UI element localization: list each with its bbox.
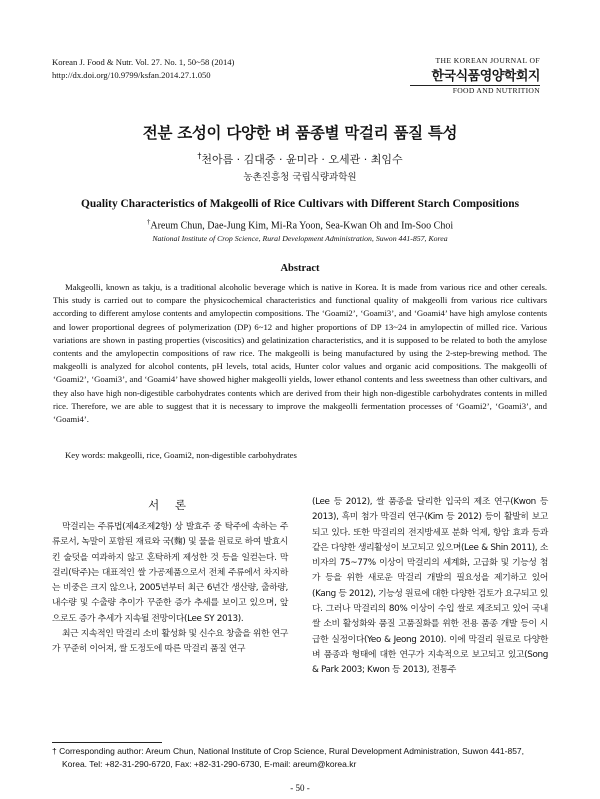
corresponding-mark-en: †	[146, 218, 151, 226]
footnote-line-2: Korea. Tel: +82-31-290-6720, Fax: +82-31-290-6730, E-mail: areum@korea.kr	[62, 759, 357, 769]
journal-logo	[410, 56, 540, 95]
abstract-heading: Abstract	[280, 263, 320, 274]
journal-name-line3: FOOD AND NUTRITION	[452, 86, 540, 95]
journal-citation: Korean J. Food & Nutr. Vol. 27. No. 1, 50~58 (2014)	[52, 57, 235, 67]
keywords: Key words: makgeolli, rice, Goami2, non-digestible carbohydrates	[65, 450, 297, 460]
corresponding-mark: †	[197, 151, 202, 161]
doi-link[interactable]: http://dx.doi.org/10.9799/ksfan.2014.27.1.050	[52, 70, 211, 80]
journal-name-line1: THE KOREAN JOURNAL OF	[435, 56, 540, 65]
section-heading-introduction: 서 론	[148, 498, 192, 512]
authors-english	[0, 218, 600, 231]
intro-paragraph-2: 최근 지속적인 막걸리 소비 활성화 및 신수요 창출을 위한 연구가 꾸준히 이어져, 쌀 도정도에 따른 막걸리 품질 연구	[52, 629, 288, 655]
citation-block	[52, 56, 234, 82]
footnote-line-1: † Corresponding author: Areum Chun, National Institute of Crop Science, Rural Development Administration, Suwon 441-857,	[52, 746, 525, 756]
right-column	[312, 495, 548, 679]
abstract-text: Makgeolli, known as takju, is a traditional alcoholic beverage which is native in Korea. It is made from various rice and other cereals. This study is carried out to compare the physicochemical characteristics and functional quality of makgeolli from various rice cultivars according to different amylose contents and amylopectin compositions. The ‘Goami2’, ‘Goami3’, and ‘Goami4’ have high amylose contents and lower proportional degrees of polymerization (DP) 6~12 and higher proportions of DP 13~24 in amylopectin of milled rice. Various variations are shown in pasting properties (viscositics) and gelatinization characteristics, and it is supposed to be related to both the amylose contents and the amylopectin compositions of raw rice. The makgeolli is being manufactured by using the 2-step-brewing method. The makgeolli is analyzed for alcohol contents, pH levels, total acids, Hunter color values and organic acid compositions. The makgeolli of ‘Goami2’, ‘Goami3’, and ‘Goami4’ have showed higher makgeolli yields, lower ethanol contents and less sweetness than other cultivars, and they also have high non-digestible carbohydrates contents which are derived from their high non-digestible carbohydrates contents in milled rice. Therefore, we are able to suggest that it is necessary to improve the makgeolli fermentation processes of ‘Goami2’, ‘Goami3’, and ‘Goami4’.	[53, 282, 547, 425]
affiliation-english: National Institute of Crop Science, Rural Development Administration, Suwon 441-857, Korea	[152, 234, 448, 243]
left-column	[52, 520, 288, 658]
footnote	[52, 745, 552, 771]
intro-paragraph-continued: (Lee 등 2012), 쌀 품종을 달리한 입국의 제조 연구(Kwon 등 2013), 흑미 첨가 막걸리 연구(Kim 등 2012) 등이 활발히 보고되고 있다. 또한 막걸리의 전지방세포 분화 억제, 항암 효과 등과 같은 다양한 생리활성이 보고되고 있으며(Lee & Shin 2011), 소비자의 75~77% 이상이 막걸리의 세계화, 고급화 및 기능성 첨가 등을 위한 새로운 막걸리 개발의 필요성을 제기하고 있어(Kang 등 2012), 기능성 원료에 대한 다양한 검토가 요구되고 있다. 그러나 막걸리의 80% 이상이 수입 쌀로 제조되고 있어 국내 쌀 소비 활성화와 품질 고품질화를 위한 전용 품종 개발 등이 시급한 실정이다(Yeo & Jeong 2010). 이에 막걸리 원료로 다양한 벼 품종과 형태에 대한 연구가 지속적으로 보고되고 있고(Song & Park 2003; Kwon 등 2013), 전통주	[312, 497, 548, 676]
journal-name-korean: 한국식품영양학회지	[410, 65, 540, 86]
authors-korean	[0, 151, 600, 167]
footnote-divider	[52, 742, 162, 743]
intro-paragraph-1: 막걸리는 주류법(제4조제2항) 상 발효주 중 탁주에 속하는 주류로서, 녹말이 포함된 재료와 국(麴) 및 물을 원료로 하여 발효시킨 술덧을 여과하지 않고 혼탁하게 제성한 것 등을 일컫는다. 막걸리(탁주)는 대표적인 쌀 가공제품으로서 전체 주류에서 차지하는 비중은 크지 않으나, 2005년부터 최근 6년간 생산량, 출하량, 내수량 및 수출량 추이가 꾸준한 증가 추세를 보이고 있으며, 앞으로도 증가 추세가 지속될 전망이다(Lee SY 2013).	[52, 522, 288, 624]
title-korean: 전분 조성이 다양한 벼 품종별 막걸리 품질 특성	[142, 124, 458, 142]
title-english: Quality Characteristics of Makgeolli of Rice Cultivars with Different Starch Compositions	[80, 198, 520, 210]
affiliation-korean: 농촌진흥청 국립식량과학원	[243, 172, 357, 183]
author-names-korean: 천아름 · 김대중 · 윤미라 · 오세관 · 최임수	[201, 153, 403, 166]
page-number: - 50 -	[290, 783, 310, 793]
author-names-english: Areum Chun, Dae-Jung Kim, Mi-Ra Yoon, Sea-Kwan Oh and Im-Soo Choi	[150, 220, 454, 232]
